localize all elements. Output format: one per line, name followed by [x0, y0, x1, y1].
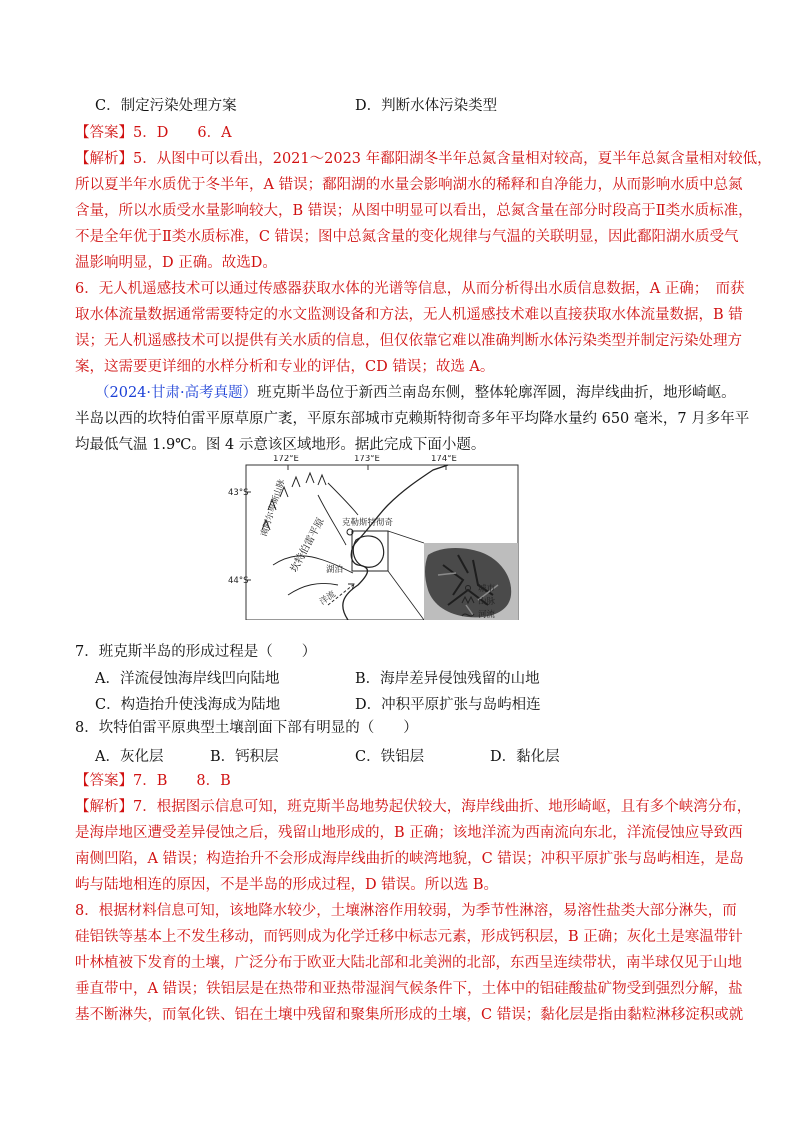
- q7-option-d: D．冲积平原扩张与岛屿相连: [355, 697, 541, 713]
- analysis-line: [75, 795, 751, 820]
- analysis-line: 8．根据材料信息可知，该地降水较少，土壤淋溶作用较弱，为季节性淋溶，易溶性盐类大部分淋失，而: [75, 903, 737, 919]
- peninsula-inset-image: [424, 543, 518, 620]
- analysis-text: 7．根据图示信息可知，班克斯半岛地势起伏较大，海岸线曲折、地形崎岖，且有多个峡湾分布，: [133, 799, 752, 815]
- analysis-line: 垂直带中，A 错误；铁铝层是在热带和亚热带湿润气候条件下，土体中的铝硅酸盐矿物受到强烈分解，盐: [75, 981, 743, 997]
- lat-label: 43°S: [228, 488, 249, 498]
- material-text: 班克斯半岛位于新西兰南岛东侧，整体轮廓浑圆，海岸线曲折，地形崎岖。: [257, 385, 736, 401]
- analysis-line: 案，这需要更详细的水样分析和专业的评估，CD 错误；故选 A。: [75, 359, 495, 375]
- answer-tag: 【答案】: [75, 773, 133, 789]
- q7-option-a: A．洋流侵蚀海岸线凹向陆地: [95, 671, 280, 687]
- q8-option-a: A．灰化层: [95, 749, 164, 765]
- current-label: 洋流: [317, 589, 338, 608]
- analysis-tag: 【解析】: [75, 799, 133, 815]
- city-label: 克勒斯特彻奇: [342, 518, 394, 528]
- q7-option-b: B．海岸差异侵蚀残留的山地: [355, 671, 540, 687]
- option-d: D．判断水体污染类型: [355, 98, 498, 114]
- analysis-line: 屿与陆地相连的原因，不是半岛的形成过程，D 错误。所以选 B。: [75, 877, 498, 893]
- answer-text: 5．D 6．A: [133, 125, 232, 141]
- analysis-line: 是海岸地区遭受差异侵蚀之后，残留山地形成的，B 正确；该地洋流为西南流向东北，洋流侵蚀应导致西: [75, 825, 743, 841]
- analysis-line: 不是全年优于Ⅱ类水质标准，C 错误；图中总氮含量的变化规律与气温的关联明显，因此鄱阳湖水质受气: [75, 229, 739, 245]
- answer-text: 7．B 8．B: [133, 773, 231, 789]
- analysis-line: 取水体流量数据通常需要特定的水文监测设备和方法，无人机遥感技术难以直接获取水体流量数据，B 错: [75, 307, 743, 323]
- q8-option-d: D．黏化层: [490, 749, 560, 765]
- lake-label: 湖泊: [326, 565, 344, 575]
- analysis-tag: 【解析】: [75, 151, 133, 167]
- analysis-line: 南侧凹陷，A 错误；构造抬升不会形成海岸线曲折的峡湾地貌，C 错误；冲积平原扩张与岛屿相连，是岛: [75, 851, 744, 867]
- lon-label: 174°E: [431, 455, 457, 464]
- question-8-stem: 8．坎特伯雷平原典型土壤剖面下部有明显的（ ）: [75, 720, 418, 736]
- analysis-line: 基不断淋失，而氧化铁、铝在土壤中残留和聚集所形成的土壤，C 错误；黏化层是指由黏粒淋移淀积或就: [75, 1007, 744, 1023]
- lat-label: 44°S: [228, 576, 249, 586]
- legend-item: 河流: [478, 610, 496, 620]
- analysis-line: 6．无人机遥感技术可以通过传感器获取水体的光谱等信息，从而分析得出水质信息数据，A 正确； 而获: [75, 281, 745, 297]
- q7-option-c: C．构造抬升使浅海成为陆地: [95, 697, 281, 713]
- plain-label: 坎特伯雷平原: [288, 516, 327, 575]
- mountain-label: 南阿尔卑斯山脉: [259, 478, 288, 538]
- analysis-line: 温影响明显，D 正确。故选D。: [75, 255, 277, 271]
- question-7-stem: 7．班克斯半岛的形成过程是（ ）: [75, 644, 317, 660]
- analysis-line: [75, 147, 772, 172]
- answer-tag: 【答案】: [75, 125, 133, 141]
- material-line: 半岛以西的坎特伯雷平原草原广袤，平原东部城市克赖斯特彻奇多年平均降水量约 650 毫米，7 月多年平: [75, 411, 750, 427]
- analysis-text: 5．从图中可以看出，2021～2023 年鄱阳湖冬半年总氮含量相对较高，夏半年总氮含量相对较低，: [133, 151, 772, 167]
- legend-item: 山脉: [478, 597, 496, 607]
- analysis-line: 所以夏半年水质优于冬半年，A 错误；鄱阳湖的水量会影响湖水的稀释和自净能力，从而影响水质中总氮: [75, 177, 743, 193]
- option-c: C．制定污染处理方案: [95, 98, 237, 114]
- legend-item: 城市: [478, 584, 496, 594]
- q8-option-c: C．铁铝层: [355, 749, 425, 765]
- material-line: 均最低气温 1.9℃。图 4 示意该区域地形。据此完成下面小题。: [75, 437, 486, 453]
- answer-7-8: [75, 769, 231, 794]
- answer-5-6: [75, 121, 232, 146]
- region-terrain-map: [228, 455, 528, 620]
- analysis-line: 硅铝铁等基本上不发生移动，而钙则成为化学迁移中标志元素，形成钙积层，B 正确；灰化土是寒温带针: [75, 929, 743, 945]
- lon-label: 173°E: [354, 455, 380, 464]
- lon-label: 172°E: [273, 455, 299, 464]
- material-line: [95, 381, 736, 406]
- analysis-line: 叶林植被下发育的土壤，广泛分布于欧亚大陆北部和北美洲的北部，东西呈连续带状，南半球仅见于山地: [75, 955, 742, 971]
- question-source: （2024·甘肃·高考真题）: [95, 385, 258, 401]
- analysis-line: 含量，所以水质受水量影响较大，B 错误；从图中明显可以看出，总氮含量在部分时段高于Ⅱ类水质标准，: [75, 203, 753, 219]
- q8-option-b: B．钙积层: [210, 749, 279, 765]
- analysis-line: 误；无人机遥感技术可以提供有关水质的信息，但仅依靠它难以准确判断水体污染类型并制定污染处理方: [75, 333, 742, 349]
